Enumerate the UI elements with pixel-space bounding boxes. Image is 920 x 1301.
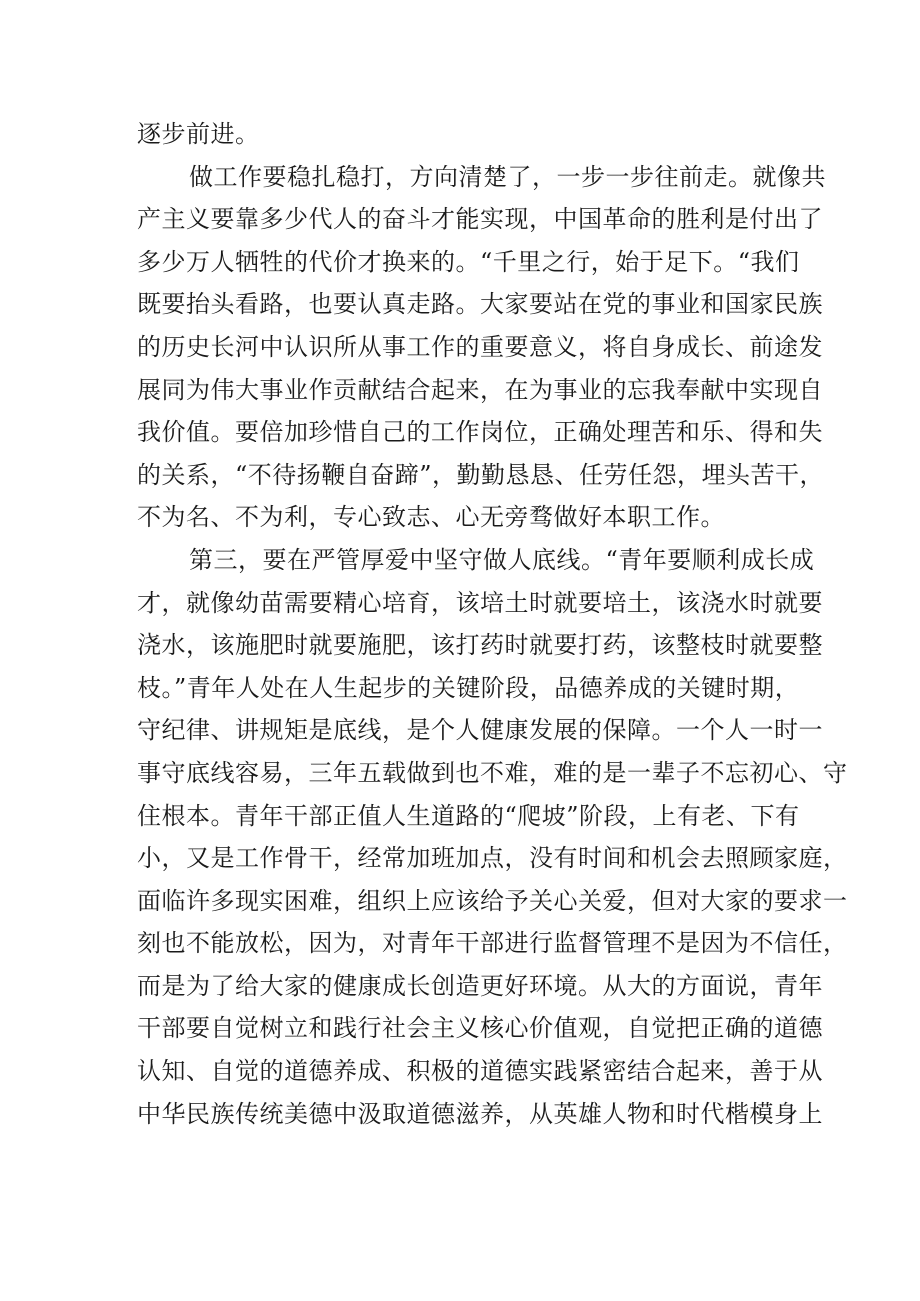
text-line: 住根本。青年干部正值人生道路的“爬坡”阶段，上有老、下有 bbox=[137, 801, 800, 830]
text-line: 面临许多现实困难，组织上应该给予关心关爱，但对大家的要求一 bbox=[137, 886, 848, 915]
text-line: 枝。”青年人处在人生起步的关键阶段，品德养成的关键时期， bbox=[137, 673, 800, 702]
text-line: 产主义要靠多少代人的奋斗才能实现，中国革命的胜利是付出了 bbox=[137, 205, 823, 234]
text-line: 逐步前进。 bbox=[137, 120, 260, 148]
text-line: 的历史长河中认识所从事工作的重要意义，将自身成长、前途发 bbox=[137, 332, 823, 361]
text-line: 我价值。要倍加珍惜自己的工作岗位，正确处理苦和乐、得和失 bbox=[137, 418, 823, 447]
text-line: 浇水，该施肥时就要施肥，该打药时就要打药，该整枝时就要整 bbox=[137, 631, 823, 660]
text-line: 刻也不能放松，因为，对青年干部进行监督管理不是因为不信任， bbox=[137, 929, 848, 958]
document-body bbox=[137, 113, 848, 1135]
text-line: 守纪律、讲规矩是底线，是个人健康发展的保障。一个人一时一 bbox=[137, 716, 823, 745]
text-line: 而是为了给大家的健康成长创造更好环境。从大的方面说，青年 bbox=[137, 971, 823, 1000]
paragraph-first-line: 做工作要稳扎稳打，方向清楚了，一步一步往前走。就像共 bbox=[189, 162, 826, 191]
text-line: 的关系，“不待扬鞭自奋蹄”，勤勤恳恳、任劳任怨，埋头苦干， bbox=[137, 460, 825, 489]
text-line: 展同为伟大事业作贡献结合起来，在为事业的忘我奉献中实现自 bbox=[137, 375, 823, 404]
text-line: 既要抬头看路，也要认真走路。大家要站在党的事业和国家民族 bbox=[137, 290, 823, 319]
text-line: 不为名、不为利，专心致志、心无旁骛做好本职工作。 bbox=[137, 503, 725, 532]
text-line: 多少万人牺牲的代价才换来的。“千里之行，始于足下。“我们 bbox=[137, 247, 800, 276]
text-line: 才，就像幼苗需要精心培育，该培土时就要培土，该浇水时就要 bbox=[137, 588, 823, 617]
text-line: 小，又是工作骨干，经常加班加点，没有时间和机会去照顾家庭， bbox=[137, 844, 848, 873]
text-line: 认知、自觉的道德养成、积极的道德实践紧密结合起来，善于从 bbox=[137, 1057, 823, 1086]
text-line: 干部要自觉树立和践行社会主义核心价值观，自觉把正确的道德 bbox=[137, 1014, 823, 1043]
text-line: 中华民族传统美德中汲取道德滋养，从英雄人物和时代楷模身上 bbox=[137, 1099, 823, 1128]
text-line: 事守底线容易，三年五载做到也不难，难的是一辈子不忘初心、守 bbox=[137, 758, 848, 787]
paragraph-first-line: 第三，要在严管厚爱中坚守做人底线。“青年要顺利成长成 bbox=[189, 545, 815, 574]
